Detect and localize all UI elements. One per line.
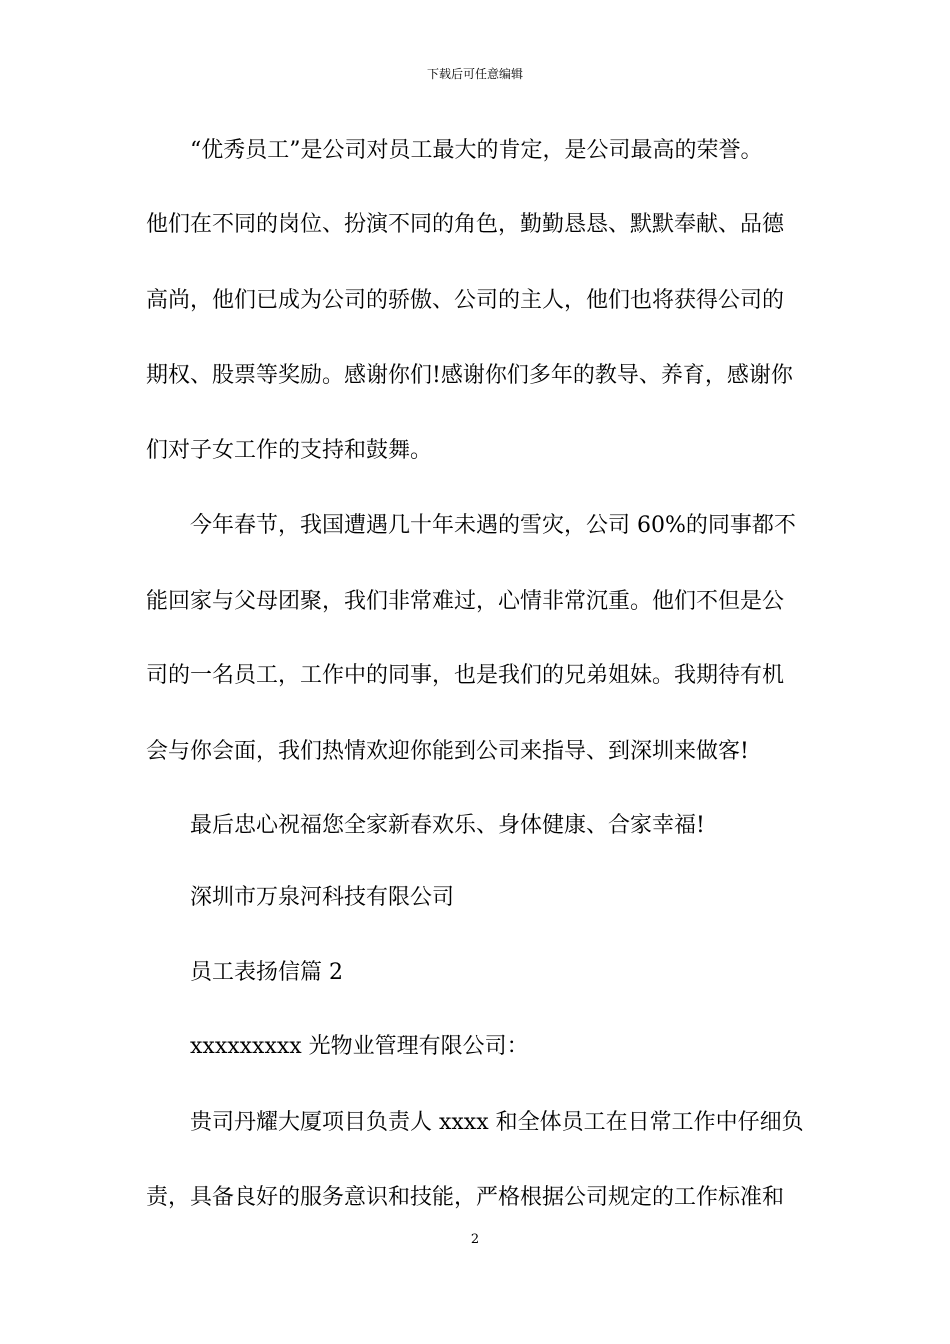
body-line-4: 期权、股票等奖励。感谢你们!感谢你们多年的教导、养育，感谢你 [146, 363, 793, 388]
body-line-13: xxxxxxxxx 光物业管理有限公司： [146, 1034, 529, 1059]
page-header: 下载后可任意编辑 [426, 67, 523, 81]
body-line-1: “优秀员工”是公司对员工最大的肯定，是公司最高的荣誉。 [146, 138, 763, 163]
body-line-5: 们对子女工作的支持和鼓舞。 [146, 438, 433, 463]
body-line-12: 员工表扬信篇 2 [146, 960, 343, 985]
body-line-8: 司的一名员工，工作中的同事，也是我们的兄弟姐妹。我期待有机 [146, 663, 785, 688]
body-line-11: 深圳市万泉河科技有限公司 [146, 885, 455, 910]
page-number: 2 [470, 1232, 480, 1247]
body-line-6: 今年春节，我国遭遇几十年未遇的雪灾，公司 60%的同事都不 [146, 513, 796, 538]
body-line-14: 贵司丹耀大厦项目负责人 xxxx 和全体员工在日常工作中仔细负 [146, 1110, 804, 1135]
body-line-7: 能回家与父母团聚，我们非常难过，心情非常沉重。他们不但是公 [146, 589, 785, 614]
body-line-9: 会与你会面，我们热情欢迎你能到公司来指导、到深圳来做客! [146, 739, 749, 764]
body-line-2: 他们在不同的岗位、扮演不同的角色，勤勤恳恳、默默奉献、品德 [146, 212, 785, 237]
body-line-10: 最后忠心祝福您全家新春欢乐、身体健康、合家幸福! [146, 813, 705, 838]
body-line-3: 高尚，他们已成为公司的骄傲、公司的主人，他们也将获得公司的 [146, 288, 785, 313]
body-line-15: 责，具备良好的服务意识和技能，严格根据公司规定的工作标准和 [146, 1185, 785, 1210]
